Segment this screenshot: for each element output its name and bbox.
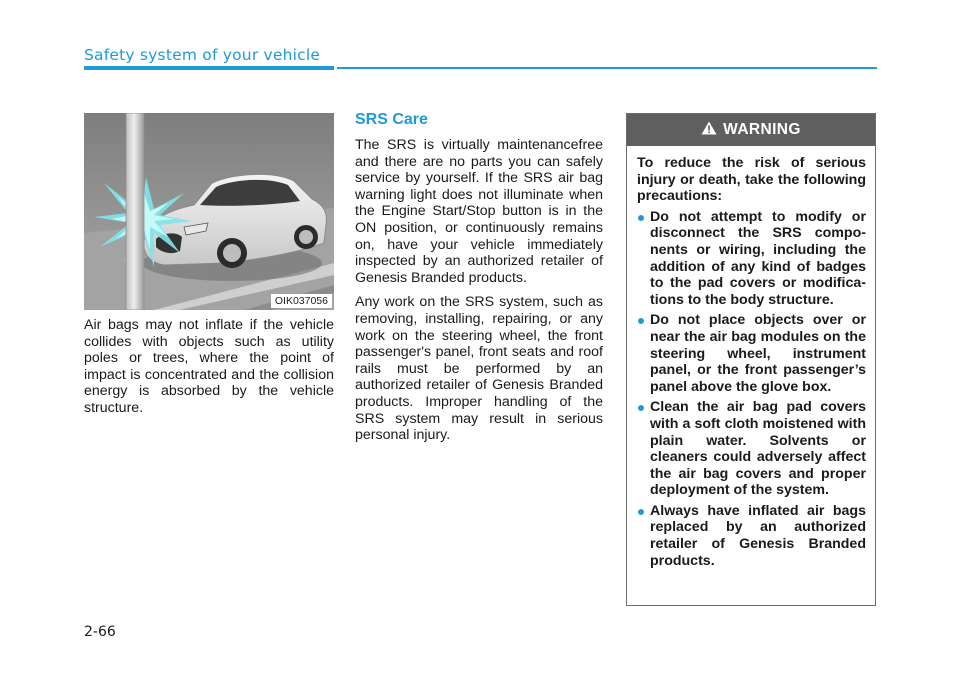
srs-care-paragraph: Any work on the SRS system, such as removing, installing, repairing, or any work on the steering wheel, the front passenger's panel, front seats and roof rails must be performed by an authorized retailer of Genesis Branded products. Improper handling of the SRS system may result in serious personal injury. bbox=[355, 294, 603, 444]
warning-intro: To reduce the risk of serious injury or death, take the following precautions: bbox=[637, 155, 866, 205]
warning-item-text: Clean the air bag pad covers with a soft cloth moistened with plain water. Solvents or cleaners could adversely affect the air bag covers and proper deployment of the system. bbox=[650, 399, 866, 499]
warning-title: WARNING bbox=[723, 121, 801, 138]
warning-list-item bbox=[637, 399, 866, 499]
warning-list-item bbox=[637, 503, 866, 569]
bullet-icon bbox=[638, 215, 644, 221]
warning-list-item bbox=[637, 312, 866, 395]
warning-list-item bbox=[637, 209, 866, 309]
bullet-icon bbox=[638, 318, 644, 324]
page-number: 2-66 bbox=[84, 624, 116, 640]
srs-care-paragraph: The SRS is virtually maintenancefree and there are no parts you can safely service by yourself. If the SRS air bag warning light does not illuminate when the Engine Start/Stop button is in the ON position, or continuously remains on, have your vehicle immediately inspected by an authorized retailer of Genesis Branded products. bbox=[355, 137, 603, 286]
figure-code: OIK037056 bbox=[271, 294, 332, 308]
bullet-icon bbox=[638, 509, 644, 515]
warning-item-text: Do not place objects over or near the air bag modules on the steering wheel, instrument panel, or the front passenger’s panel above the glove box. bbox=[650, 312, 866, 395]
bullet-icon bbox=[638, 405, 644, 411]
warning-list bbox=[637, 209, 866, 569]
figure-caption: Air bags may not inflate if the vehicle collides with objects such as utility poles or trees, where the point of impact is concentrated and the collision energy is absorbed by the vehicle structure. bbox=[84, 317, 334, 416]
crash-illustration bbox=[84, 113, 334, 310]
srs-care-heading: SRS Care bbox=[355, 111, 428, 128]
section-title: Safety system of your vehicle bbox=[84, 46, 321, 64]
warning-box bbox=[626, 113, 876, 606]
warning-item-text: Always have inflated air bags replaced by an authorized retailer of Genesis Branded products. bbox=[650, 502, 866, 569]
warning-header bbox=[627, 114, 875, 146]
warning-item-text: Do not attempt to modify or disconnect the SRS components or wiring, including the addition of any kind of badges to the pad covers or modifications to the body structure. bbox=[650, 208, 866, 308]
warning-triangle-icon bbox=[701, 121, 717, 140]
header-rule-thick bbox=[84, 66, 334, 70]
srs-care-section bbox=[355, 111, 603, 452]
header-rule-thin bbox=[337, 67, 877, 69]
car-pole-collision-image bbox=[84, 113, 334, 310]
